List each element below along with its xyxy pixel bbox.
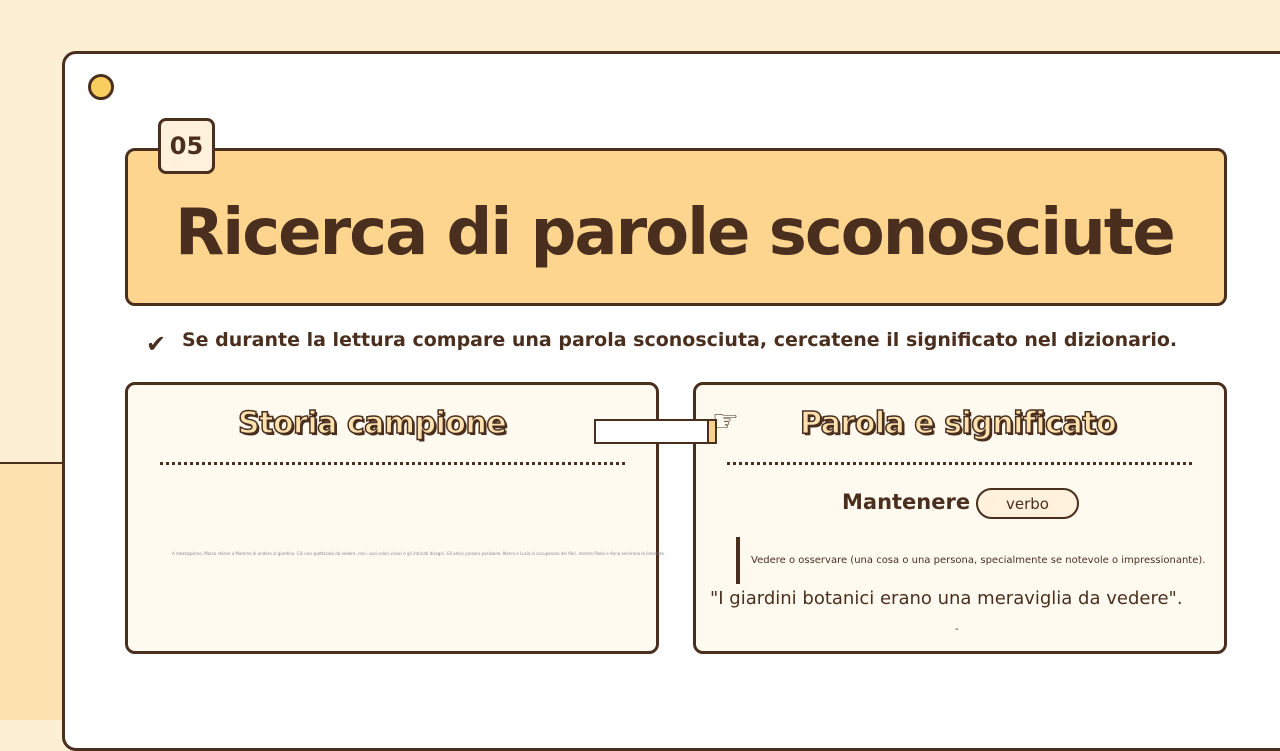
- story-card-title: Storia campione: [238, 406, 507, 441]
- word: Mantenere: [842, 490, 971, 514]
- page-title: Ricerca di parole sconosciute: [175, 196, 1174, 270]
- divider: [727, 462, 1192, 465]
- arm-decoration: [594, 419, 709, 444]
- story-text: A mezzogiorno, Marco chiese a Mamma di andare al giardino. Ciò una spettacolo da vedere, con i suoi colori vivaci e gli intricati disegni. Gli amici presero posizione. Marco e Lucia si occuparono dei fiori, mentre Paolo e Anna servirono la limonata.: [172, 551, 666, 556]
- instruction-text: Se durante la lettura compare una parola sconosciuta, cercatene il significato nel dizionario.: [182, 329, 1178, 351]
- quote-bar: [736, 537, 740, 584]
- decorative-dot: [88, 74, 114, 100]
- example-sentence: "I giardini botanici erano una meraviglia da vedere".: [710, 588, 1183, 609]
- slide-number: 05: [158, 118, 215, 174]
- definition-text: Vedere o osservare (una cosa o una persona, specialmente se notevole o impressionante).: [751, 555, 1206, 566]
- word-card-title: Parola e significato: [800, 406, 1117, 441]
- checkmark-icon: ✔: [146, 330, 167, 358]
- dash: -: [955, 624, 959, 635]
- divider: [160, 462, 625, 465]
- part-of-speech-badge: verbo: [976, 488, 1079, 519]
- background-band: [0, 462, 62, 720]
- pointing-hand-icon: ☞: [712, 404, 739, 439]
